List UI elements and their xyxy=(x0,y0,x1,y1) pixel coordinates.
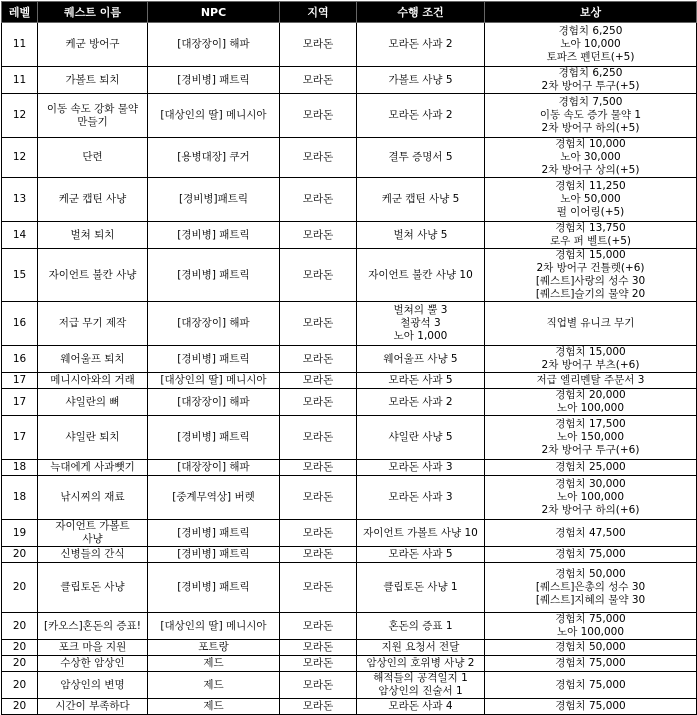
region-cell: 모라돈 xyxy=(280,138,357,178)
npc-cell: [경비병] 패트릭 xyxy=(148,563,280,613)
npc-cell: [대장장이] 해파 xyxy=(148,389,280,416)
name-line: 암상인의 변명 xyxy=(60,678,125,691)
region-cell: 모라돈 xyxy=(280,699,357,715)
region-cell: 모라돈 xyxy=(280,178,357,222)
reward-line: 펄 이어링(+5) xyxy=(556,206,625,218)
region-cell: 모라돈 xyxy=(280,613,357,640)
quest-name-cell xyxy=(38,613,148,640)
quest-name-cell xyxy=(38,640,148,656)
condition-cell xyxy=(357,520,485,547)
reward-line: 경험치 25,000 xyxy=(555,461,626,473)
name-line: 저급 무기 제작 xyxy=(58,317,127,329)
condition-cell xyxy=(357,23,485,67)
region-cell: 모라돈 xyxy=(280,249,357,302)
condition-cell xyxy=(357,640,485,656)
name-line: 자이언트 불칸 사냥 xyxy=(48,268,137,281)
reward-cell xyxy=(485,563,697,613)
reward-line: 노아 100,000 xyxy=(556,626,625,638)
name-line: 웨어울프 퇴치 xyxy=(60,352,125,365)
level-cell: 20 xyxy=(2,547,38,563)
cond-line: 클립토돈 사냥 1 xyxy=(383,581,458,593)
cond-line: 해적들의 공격일지 1 xyxy=(373,672,468,684)
reward-line: 2차 방어구 투구(+6) xyxy=(541,444,640,456)
cond-line: 모라돈 사과 5 xyxy=(388,548,453,560)
region-cell: 모라돈 xyxy=(280,672,357,699)
quest-name-cell xyxy=(38,389,148,416)
reward-cell xyxy=(485,249,697,302)
reward-cell xyxy=(485,547,697,563)
region-cell: 모라돈 xyxy=(280,67,357,94)
condition-cell xyxy=(357,460,485,476)
reward-line: 2차 방어구 건틀렛(+6) xyxy=(536,262,645,274)
name-line: 이동 속도 강화 물약 xyxy=(46,102,139,115)
quest-row xyxy=(2,373,697,389)
reward-line: 경험치 20,000 xyxy=(555,389,626,401)
region-cell: 모라돈 xyxy=(280,656,357,672)
quest-row xyxy=(2,416,697,460)
name-line: 낚시찌의 재료 xyxy=(60,491,125,503)
quest-row xyxy=(2,460,697,476)
name-line: 수상한 암상인 xyxy=(60,657,125,669)
npc-cell: [경비병] 패트릭 xyxy=(148,547,280,563)
cond-line: 모라돈 사과 4 xyxy=(388,700,453,712)
condition-cell xyxy=(357,389,485,416)
npc-cell: 제드 xyxy=(148,656,280,672)
reward-line: 2차 방어구 하의(+6) xyxy=(541,504,640,516)
condition-cell xyxy=(357,476,485,520)
region-cell: 모라돈 xyxy=(280,222,357,249)
cond-line: 혼돈의 증표 1 xyxy=(388,619,453,632)
level-cell: 16 xyxy=(2,302,38,346)
level-cell: 11 xyxy=(2,23,38,67)
region-cell: 모라돈 xyxy=(280,302,357,346)
level-cell: 12 xyxy=(2,94,38,138)
reward-line: 이동 속도 증가 물약 1 xyxy=(539,109,642,121)
region-cell: 모라돈 xyxy=(280,476,357,520)
level-cell: 17 xyxy=(2,373,38,389)
quest-row xyxy=(2,249,697,302)
reward-line: 경험치 75,000 xyxy=(555,548,626,560)
npc-cell: 제드 xyxy=(148,672,280,699)
name-line: 자이언트 가볼트 xyxy=(55,520,130,532)
condition-cell xyxy=(357,563,485,613)
quest-row xyxy=(2,699,697,715)
region-cell: 모라돈 xyxy=(280,520,357,547)
name-line: 케군 방어구 xyxy=(65,38,120,50)
quest-table xyxy=(1,1,697,715)
reward-line: 경험치 75,000 xyxy=(555,657,626,669)
cond-line: 암상인의 진술서 1 xyxy=(378,685,463,697)
reward-line: 노아 10,000 xyxy=(560,38,621,50)
condition-cell xyxy=(357,94,485,138)
npc-cell: [대장장이] 해파 xyxy=(148,460,280,476)
quest-name-cell xyxy=(38,346,148,373)
condition-cell xyxy=(357,302,485,346)
table-header-row xyxy=(2,2,697,23)
name-line: 메니시아와의 거래 xyxy=(50,374,135,386)
condition-cell xyxy=(357,672,485,699)
name-line: 시간이 부족하다 xyxy=(55,700,130,712)
cond-line: 자이언트 불칸 사냥 10 xyxy=(368,268,473,281)
reward-line: 토파즈 펜던트(+5) xyxy=(546,51,635,63)
npc-cell: [대장장이] 해파 xyxy=(148,23,280,67)
quest-row xyxy=(2,613,697,640)
region-cell: 모라돈 xyxy=(280,94,357,138)
region-cell: 모라돈 xyxy=(280,373,357,389)
cond-line: 가볼트 사냥 5 xyxy=(388,73,453,86)
quest-name-cell xyxy=(38,416,148,460)
reward-line: 경험치 15,000 xyxy=(555,249,626,261)
reward-line: [퀘스트]슬기의 물약 20 xyxy=(535,288,646,300)
name-line: 단련 xyxy=(82,151,103,163)
reward-line: 2차 방어구 부츠(+6) xyxy=(541,359,640,371)
condition-cell xyxy=(357,699,485,715)
region-cell: 모라돈 xyxy=(280,23,357,67)
reward-line: 노아 150,000 xyxy=(556,431,625,443)
reward-cell xyxy=(485,389,697,416)
quest-row xyxy=(2,67,697,94)
npc-cell: [대상인의 딸] 메니시아 xyxy=(148,94,280,138)
reward-line: 경험치 6,250 xyxy=(558,67,623,79)
npc-cell: [경비병] 패트릭 xyxy=(148,222,280,249)
quest-name-cell xyxy=(38,672,148,699)
region-cell: 모라돈 xyxy=(280,460,357,476)
quest-row xyxy=(2,520,697,547)
reward-cell xyxy=(485,23,697,67)
level-cell: 14 xyxy=(2,222,38,249)
header-npc: NPC xyxy=(148,2,280,23)
level-cell: 15 xyxy=(2,249,38,302)
reward-cell xyxy=(485,222,697,249)
name-line: 케군 캡틴 사냥 xyxy=(58,193,127,205)
level-cell: 18 xyxy=(2,476,38,520)
reward-cell xyxy=(485,672,697,699)
level-cell: 19 xyxy=(2,520,38,547)
reward-cell xyxy=(485,178,697,222)
reward-line: [퀘스트]지혜의 물약 30 xyxy=(535,594,646,606)
quest-row xyxy=(2,94,697,138)
reward-cell xyxy=(485,699,697,715)
quest-name-cell xyxy=(38,94,148,138)
quest-name-cell xyxy=(38,656,148,672)
header-region: 지역 xyxy=(280,2,357,23)
reward-cell xyxy=(485,94,697,138)
quest-row xyxy=(2,476,697,520)
name-line: 샤일란 퇴치 xyxy=(65,431,120,443)
name-line: 늑대에게 사과뺏기 xyxy=(50,461,135,473)
reward-line: 경험치 15,000 xyxy=(555,346,626,358)
quest-name-cell xyxy=(38,302,148,346)
cond-line: 모라돈 사과 2 xyxy=(388,109,453,121)
quest-name-cell xyxy=(38,222,148,249)
cond-line: 웨어울프 사냥 5 xyxy=(383,352,458,365)
reward-line: 경험치 17,500 xyxy=(555,418,626,430)
reward-line: 경험치 75,000 xyxy=(555,700,626,712)
reward-cell xyxy=(485,476,697,520)
cond-line: 샤일란 사냥 5 xyxy=(388,431,453,443)
level-cell: 12 xyxy=(2,138,38,178)
npc-cell: [대상인의 딸] 메니시아 xyxy=(148,613,280,640)
quest-row xyxy=(2,547,697,563)
cond-line: 벌쳐의 뿔 3 xyxy=(393,304,448,316)
header-reward: 보상 xyxy=(485,2,697,23)
region-cell: 모라돈 xyxy=(280,547,357,563)
name-line: [카오스]혼돈의 증표! xyxy=(44,619,141,632)
npc-cell: [경비병] 패트릭 xyxy=(148,249,280,302)
condition-cell xyxy=(357,656,485,672)
name-line: 가볼트 퇴치 xyxy=(65,73,120,86)
region-cell: 모라돈 xyxy=(280,416,357,460)
npc-cell: [용병대장] 쿠거 xyxy=(148,138,280,178)
reward-line: 경험치 75,000 xyxy=(555,678,626,691)
quest-name-cell xyxy=(38,699,148,715)
condition-cell xyxy=(357,346,485,373)
reward-cell xyxy=(485,302,697,346)
cond-line: 철광석 3 xyxy=(400,317,441,329)
header-level: 레벨 xyxy=(2,2,38,23)
cond-line: 모라돈 사과 2 xyxy=(388,395,453,408)
reward-cell xyxy=(485,346,697,373)
level-cell: 17 xyxy=(2,389,38,416)
name-line: 벌쳐 퇴치 xyxy=(70,228,115,241)
level-cell: 20 xyxy=(2,656,38,672)
npc-cell: 제드 xyxy=(148,699,280,715)
npc-cell: [경비병] 패트릭 xyxy=(148,67,280,94)
quest-row xyxy=(2,672,697,699)
reward-line: 노아 30,000 xyxy=(560,151,621,163)
reward-line: 2차 방어구 하의(+5) xyxy=(541,122,640,134)
level-cell: 16 xyxy=(2,346,38,373)
reward-cell xyxy=(485,613,697,640)
header-quest-name: 퀘스트 이름 xyxy=(38,2,148,23)
cond-line: 결투 증명서 5 xyxy=(388,151,453,163)
name-line: 포크 마을 지원 xyxy=(58,641,127,653)
quest-row xyxy=(2,346,697,373)
region-cell: 모라돈 xyxy=(280,563,357,613)
level-cell: 13 xyxy=(2,178,38,222)
reward-line: 2차 방어구 투구(+5) xyxy=(541,80,640,92)
level-cell: 20 xyxy=(2,640,38,656)
reward-line: 경험치 50,000 xyxy=(555,568,626,580)
region-cell: 모라돈 xyxy=(280,389,357,416)
condition-cell xyxy=(357,178,485,222)
reward-line: 로우 퍼 벨트(+5) xyxy=(549,235,632,247)
reward-cell xyxy=(485,520,697,547)
cond-line: 노아 1,000 xyxy=(393,330,448,342)
level-cell: 20 xyxy=(2,613,38,640)
reward-cell xyxy=(485,373,697,389)
quest-name-cell xyxy=(38,249,148,302)
cond-line: 모라돈 사과 3 xyxy=(388,491,453,503)
reward-line: 노아 100,000 xyxy=(556,491,625,503)
quest-row xyxy=(2,23,697,67)
cond-line: 자이언트 가볼트 사냥 10 xyxy=(363,526,478,539)
cond-line: 모라돈 사과 2 xyxy=(388,38,453,50)
reward-cell xyxy=(485,67,697,94)
name-line: 만들기 xyxy=(77,115,108,128)
quest-row xyxy=(2,302,697,346)
reward-line: 직업별 유니크 무기 xyxy=(546,317,635,329)
name-line: 샤일란의 뼈 xyxy=(65,395,120,408)
level-cell: 20 xyxy=(2,672,38,699)
reward-cell xyxy=(485,640,697,656)
quest-name-cell xyxy=(38,23,148,67)
reward-cell xyxy=(485,656,697,672)
npc-cell: [경비병]패트릭 xyxy=(148,178,280,222)
quest-name-cell xyxy=(38,67,148,94)
condition-cell xyxy=(357,222,485,249)
npc-cell: [경비병] 패트릭 xyxy=(148,520,280,547)
reward-cell xyxy=(485,416,697,460)
quest-row xyxy=(2,222,697,249)
quest-row xyxy=(2,640,697,656)
level-cell: 20 xyxy=(2,699,38,715)
reward-line: 경험치 75,000 xyxy=(555,613,626,625)
level-cell: 17 xyxy=(2,416,38,460)
quest-name-cell xyxy=(38,563,148,613)
condition-cell xyxy=(357,613,485,640)
quest-name-cell xyxy=(38,138,148,178)
level-cell: 18 xyxy=(2,460,38,476)
quest-row xyxy=(2,563,697,613)
reward-line: 노아 100,000 xyxy=(556,402,625,414)
name-line: 클립토돈 사냥 xyxy=(60,581,125,593)
region-cell: 모라돈 xyxy=(280,640,357,656)
npc-cell: [경비병] 패트릭 xyxy=(148,416,280,460)
cond-line: 지원 요청서 전달 xyxy=(381,641,460,653)
header-condition: 수행 조건 xyxy=(357,2,485,23)
npc-cell: [대장장이] 해파 xyxy=(148,302,280,346)
quest-name-cell xyxy=(38,547,148,563)
quest-table-body xyxy=(2,23,697,715)
cond-line: 케군 캡틴 사냥 5 xyxy=(381,193,460,205)
quest-name-cell xyxy=(38,373,148,389)
quest-name-cell xyxy=(38,178,148,222)
condition-cell xyxy=(357,138,485,178)
condition-cell xyxy=(357,249,485,302)
reward-cell xyxy=(485,460,697,476)
reward-line: 경험치 50,000 xyxy=(555,641,626,653)
npc-cell: [대상인의 딸] 메니시아 xyxy=(148,373,280,389)
reward-line: 노아 50,000 xyxy=(560,193,621,205)
quest-row xyxy=(2,178,697,222)
reward-line: 저급 엘리멘탈 주문서 3 xyxy=(536,374,645,386)
condition-cell xyxy=(357,416,485,460)
reward-line: 경험치 13,750 xyxy=(555,222,626,234)
npc-cell: [경비병] 패트릭 xyxy=(148,346,280,373)
cond-line: 암상인의 호위병 사냥 2 xyxy=(366,657,475,669)
reward-line: 경험치 10,000 xyxy=(555,138,626,150)
level-cell: 20 xyxy=(2,563,38,613)
reward-line: 경험치 11,250 xyxy=(555,180,626,192)
reward-line: [퀘스트]은총의 성수 30 xyxy=(535,581,646,593)
cond-line: 모라돈 사과 3 xyxy=(388,461,453,473)
quest-row xyxy=(2,389,697,416)
condition-cell xyxy=(357,547,485,563)
reward-line: 경험치 6,250 xyxy=(558,25,623,37)
region-cell: 모라돈 xyxy=(280,346,357,373)
condition-cell xyxy=(357,373,485,389)
npc-cell: 포트랑 xyxy=(148,640,280,656)
reward-cell xyxy=(485,138,697,178)
quest-name-cell xyxy=(38,460,148,476)
name-line: 사냥 xyxy=(82,533,103,545)
reward-line: 경험치 30,000 xyxy=(555,478,626,490)
level-cell: 11 xyxy=(2,67,38,94)
reward-line: 2차 방어구 상의(+5) xyxy=(541,164,640,176)
condition-cell xyxy=(357,67,485,94)
quest-name-cell xyxy=(38,476,148,520)
cond-line: 벌쳐 사냥 5 xyxy=(393,228,448,241)
cond-line: 모라돈 사과 5 xyxy=(388,374,453,386)
reward-line: 경험치 7,500 xyxy=(558,96,623,108)
quest-row xyxy=(2,138,697,178)
quest-name-cell xyxy=(38,520,148,547)
reward-line: [퀘스트]사랑의 성수 30 xyxy=(535,275,646,287)
reward-line: 경험치 47,500 xyxy=(555,526,626,539)
npc-cell: [중계무역상] 버렛 xyxy=(148,476,280,520)
quest-row xyxy=(2,656,697,672)
name-line: 신병들의 간식 xyxy=(60,548,125,560)
